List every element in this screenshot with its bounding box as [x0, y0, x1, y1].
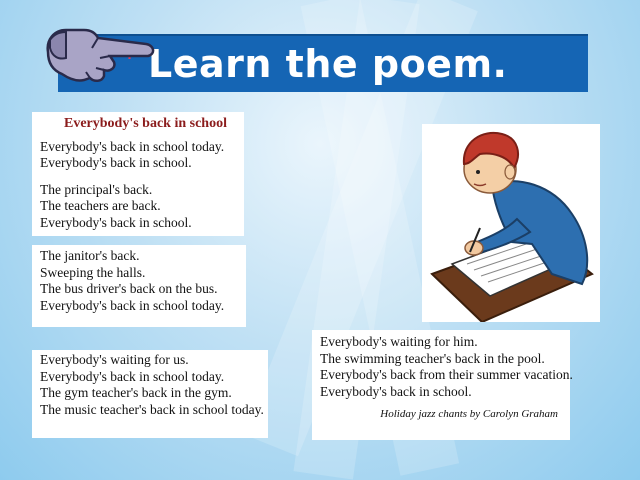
poem-line: The gym teacher's back in the gym. — [40, 385, 232, 400]
poem-line: Everybody's back in school. — [40, 214, 192, 230]
poem-card-3 — [32, 350, 268, 438]
poem-heading: Everybody's back in school — [64, 116, 227, 131]
poem-line: Everybody's back in school today. — [40, 138, 225, 154]
poem-card-2 — [32, 245, 246, 327]
poem-line: The bus driver's back on the bus. — [40, 281, 218, 296]
pointing-hand-icon — [40, 18, 160, 88]
page-title: Learn the poem. — [148, 42, 508, 86]
poem-line: Everybody's waiting for us. — [40, 352, 189, 367]
poem-line: Sweeping the halls. — [40, 264, 146, 280]
poem-line: Everybody's waiting for him. — [320, 334, 478, 349]
poem-line: Everybody's back in school. — [40, 155, 192, 170]
poem-line: The music teacher's back in school today. — [40, 401, 264, 417]
poem-line: The principal's back. — [40, 181, 153, 197]
poem-line: The swimming teacher's back in the pool. — [320, 350, 545, 366]
illustration-panel — [422, 124, 600, 322]
poem-card-4 — [312, 330, 573, 440]
poem-line: Everybody's back in school today. — [40, 368, 225, 384]
boy-writing-illustration — [422, 124, 600, 322]
poem-line: Everybody's back from their summer vacation. — [320, 367, 573, 382]
poem-credit: Holiday jazz chants by Carolyn Graham — [380, 408, 558, 420]
poem-line: Everybody's back in school. — [320, 383, 472, 399]
poem-line: The janitor's back. — [40, 248, 140, 263]
poem-line: Everybody's back in school today. — [40, 297, 225, 313]
poem-line: The teachers are back. — [40, 198, 161, 213]
poem-card-1 — [32, 112, 244, 236]
